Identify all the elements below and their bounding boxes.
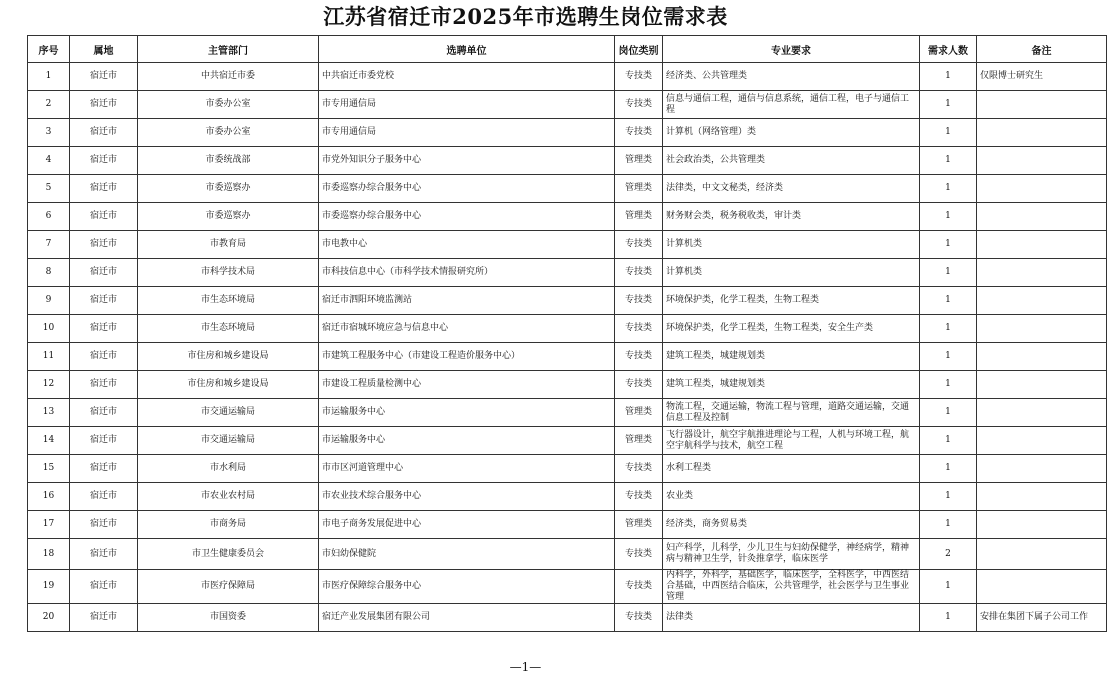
cell-category: 专技类: [615, 539, 663, 570]
cell-category: 专技类: [615, 315, 663, 343]
cell-dept: 市商务局: [138, 511, 319, 539]
cell-note: [977, 315, 1107, 343]
cell-area: 宿迁市: [70, 539, 138, 570]
cell-area: 宿迁市: [70, 203, 138, 231]
cell-count: 2: [920, 539, 977, 570]
cell-area: 宿迁市: [70, 570, 138, 604]
cell-note: [977, 231, 1107, 259]
cell-category: 专技类: [615, 455, 663, 483]
cell-unit: 市运输服务中心: [319, 427, 615, 455]
cell-area: 宿迁市: [70, 259, 138, 287]
cell-note: [977, 91, 1107, 119]
header-category: 岗位类别: [615, 36, 663, 63]
cell-no: 6: [28, 203, 70, 231]
cell-count: 1: [920, 343, 977, 371]
cell-count: 1: [920, 231, 977, 259]
cell-note: [977, 570, 1107, 604]
cell-no: 17: [28, 511, 70, 539]
cell-count: 1: [920, 175, 977, 203]
cell-category: 专技类: [615, 604, 663, 632]
cell-count: 1: [920, 399, 977, 427]
cell-unit: 市委巡察办综合服务中心: [319, 203, 615, 231]
cell-unit: 市医疗保障综合服务中心: [319, 570, 615, 604]
cell-category: 专技类: [615, 63, 663, 91]
cell-count: 1: [920, 147, 977, 175]
cell-unit: 宿迁产业发展集团有限公司: [319, 604, 615, 632]
cell-count: 1: [920, 259, 977, 287]
cell-category: 管理类: [615, 511, 663, 539]
cell-unit: 市建筑工程服务中心（市建设工程造价服务中心）: [319, 343, 615, 371]
cell-area: 宿迁市: [70, 175, 138, 203]
cell-no: 14: [28, 427, 70, 455]
cell-category: 管理类: [615, 399, 663, 427]
cell-major: 经济类，商务贸易类: [663, 511, 920, 539]
cell-dept: 市科学技术局: [138, 259, 319, 287]
cell-category: 专技类: [615, 119, 663, 147]
page-number: —1—: [509, 660, 542, 674]
cell-unit: 市农业技术综合服务中心: [319, 483, 615, 511]
cell-note: [977, 203, 1107, 231]
header-area: 属地: [70, 36, 138, 63]
cell-area: 宿迁市: [70, 343, 138, 371]
table-row: [28, 315, 1107, 343]
cell-area: 宿迁市: [70, 119, 138, 147]
cell-category: 专技类: [615, 231, 663, 259]
table-row: [28, 570, 1107, 604]
table-row: [28, 455, 1107, 483]
cell-dept: 市卫生健康委员会: [138, 539, 319, 570]
cell-note: [977, 455, 1107, 483]
cell-no: 10: [28, 315, 70, 343]
cell-note: [977, 119, 1107, 147]
cell-unit: 宿迁市宿城环境应急与信息中心: [319, 315, 615, 343]
cell-area: 宿迁市: [70, 63, 138, 91]
cell-unit: 市电子商务发展促进中心: [319, 511, 615, 539]
cell-no: 11: [28, 343, 70, 371]
cell-dept: 市国资委: [138, 604, 319, 632]
cell-area: 宿迁市: [70, 511, 138, 539]
cell-unit: 市专用通信局: [319, 91, 615, 119]
cell-no: 13: [28, 399, 70, 427]
cell-count: 1: [920, 371, 977, 399]
table-row: [28, 119, 1107, 147]
header-no: 序号: [28, 36, 70, 63]
cell-no: 15: [28, 455, 70, 483]
cell-area: 宿迁市: [70, 399, 138, 427]
cell-major: 水利工程类: [663, 455, 920, 483]
header-unit: 选聘单位: [319, 36, 615, 63]
cell-area: 宿迁市: [70, 147, 138, 175]
cell-dept: 市医疗保障局: [138, 570, 319, 604]
cell-note: [977, 427, 1107, 455]
table-row: [28, 343, 1107, 371]
table-row: [28, 147, 1107, 175]
cell-category: 专技类: [615, 483, 663, 511]
header-count: 需求人数: [920, 36, 977, 63]
cell-major: 建筑工程类，城建规划类: [663, 343, 920, 371]
cell-count: 1: [920, 119, 977, 147]
cell-dept: 市交通运输局: [138, 427, 319, 455]
table-row: [28, 483, 1107, 511]
cell-note: [977, 539, 1107, 570]
table-header-row: [28, 36, 1107, 63]
cell-category: 专技类: [615, 570, 663, 604]
cell-major: 计算机类: [663, 259, 920, 287]
cell-no: 16: [28, 483, 70, 511]
cell-major: 计算机（网络管理）类: [663, 119, 920, 147]
cell-dept: 市住房和城乡建设局: [138, 371, 319, 399]
cell-area: 宿迁市: [70, 371, 138, 399]
cell-dept: 市委办公室: [138, 119, 319, 147]
cell-category: 专技类: [615, 343, 663, 371]
cell-area: 宿迁市: [70, 91, 138, 119]
cell-category: 管理类: [615, 175, 663, 203]
cell-major: 经济类、公共管理类: [663, 63, 920, 91]
table-row: [28, 63, 1107, 91]
cell-major: 妇产科学，儿科学，少儿卫生与妇幼保健学，神经病学，精神病与精神卫生学，针灸推拿学，临床医学: [663, 539, 920, 570]
table-body: [28, 63, 1107, 632]
cell-count: 1: [920, 315, 977, 343]
cell-major: 物流工程，交通运输，物流工程与管理，道路交通运输，交通信息工程及控制: [663, 399, 920, 427]
positions-table: [27, 35, 1107, 632]
cell-no: 18: [28, 539, 70, 570]
cell-count: 1: [920, 91, 977, 119]
cell-unit: 市委巡察办综合服务中心: [319, 175, 615, 203]
cell-count: 1: [920, 203, 977, 231]
cell-area: 宿迁市: [70, 287, 138, 315]
header-major: 专业要求: [663, 36, 920, 63]
cell-major: 飞行器设计，航空宇航推进理论与工程，人机与环境工程，航空宇航科学与技术，航空工程: [663, 427, 920, 455]
cell-note: [977, 399, 1107, 427]
cell-note: [977, 175, 1107, 203]
cell-category: 专技类: [615, 371, 663, 399]
cell-dept: 市水利局: [138, 455, 319, 483]
table-row: [28, 231, 1107, 259]
cell-note: [977, 483, 1107, 511]
cell-unit: 市建设工程质量检测中心: [319, 371, 615, 399]
cell-major: 环境保护类，化学工程类，生物工程类: [663, 287, 920, 315]
cell-unit: 市科技信息中心（市科学技术情报研究所）: [319, 259, 615, 287]
cell-note: [977, 147, 1107, 175]
cell-category: 管理类: [615, 427, 663, 455]
cell-count: 1: [920, 287, 977, 315]
cell-no: 5: [28, 175, 70, 203]
cell-no: 2: [28, 91, 70, 119]
cell-dept: 市生态环境局: [138, 315, 319, 343]
cell-unit: 中共宿迁市委党校: [319, 63, 615, 91]
cell-dept: 市委统战部: [138, 147, 319, 175]
cell-no: 3: [28, 119, 70, 147]
cell-note: [977, 371, 1107, 399]
cell-no: 20: [28, 604, 70, 632]
cell-count: 1: [920, 570, 977, 604]
cell-count: 1: [920, 483, 977, 511]
table-row: [28, 175, 1107, 203]
cell-major: 社会政治类，公共管理类: [663, 147, 920, 175]
table-row: [28, 399, 1107, 427]
cell-category: 专技类: [615, 259, 663, 287]
cell-dept: 市住房和城乡建设局: [138, 343, 319, 371]
cell-count: 1: [920, 427, 977, 455]
cell-major: 环境保护类，化学工程类，生物工程类，安全生产类: [663, 315, 920, 343]
cell-dept: 市委办公室: [138, 91, 319, 119]
cell-area: 宿迁市: [70, 231, 138, 259]
cell-dept: 中共宿迁市委: [138, 63, 319, 91]
cell-count: 1: [920, 63, 977, 91]
cell-major: 法律类，中文文秘类，经济类: [663, 175, 920, 203]
cell-no: 7: [28, 231, 70, 259]
cell-dept: 市委巡察办: [138, 203, 319, 231]
cell-area: 宿迁市: [70, 483, 138, 511]
cell-area: 宿迁市: [70, 427, 138, 455]
table-row: [28, 539, 1107, 570]
cell-dept: 市交通运输局: [138, 399, 319, 427]
cell-major: 内科学，外科学，基础医学，临床医学，全科医学，中西医结合基础，中西医结合临床，公共管理学，社会医学与卫生事业管理: [663, 570, 920, 604]
cell-unit: 市党外知识分子服务中心: [319, 147, 615, 175]
header-note: 备注: [977, 36, 1107, 63]
header-dept: 主管部门: [138, 36, 319, 63]
cell-note: [977, 287, 1107, 315]
cell-major: 计算机类: [663, 231, 920, 259]
cell-note: 仅限博士研究生: [977, 63, 1107, 91]
cell-dept: 市生态环境局: [138, 287, 319, 315]
cell-unit: 市市区河道管理中心: [319, 455, 615, 483]
cell-major: 建筑工程类，城建规划类: [663, 371, 920, 399]
cell-note: [977, 259, 1107, 287]
cell-unit: 市运输服务中心: [319, 399, 615, 427]
cell-category: 专技类: [615, 91, 663, 119]
table-row: [28, 203, 1107, 231]
cell-category: 管理类: [615, 147, 663, 175]
cell-major: 信息与通信工程，通信与信息系统，通信工程，电子与通信工程: [663, 91, 920, 119]
cell-unit: 市专用通信局: [319, 119, 615, 147]
page-title: 江苏省宿迁市2025年市选聘生岗位需求表: [323, 4, 728, 29]
cell-no: 8: [28, 259, 70, 287]
table-row: [28, 287, 1107, 315]
cell-dept: 市委巡察办: [138, 175, 319, 203]
cell-note: [977, 511, 1107, 539]
cell-dept: 市农业农村局: [138, 483, 319, 511]
cell-unit: 宿迁市泗阳环境监测站: [319, 287, 615, 315]
cell-unit: 市妇幼保健院: [319, 539, 615, 570]
cell-count: 1: [920, 604, 977, 632]
table-row: [28, 427, 1107, 455]
table-row: [28, 371, 1107, 399]
cell-count: 1: [920, 455, 977, 483]
cell-area: 宿迁市: [70, 604, 138, 632]
cell-count: 1: [920, 511, 977, 539]
cell-no: 12: [28, 371, 70, 399]
cell-category: 管理类: [615, 203, 663, 231]
cell-area: 宿迁市: [70, 455, 138, 483]
cell-major: 法律类: [663, 604, 920, 632]
cell-no: 19: [28, 570, 70, 604]
cell-major: 财务财会类，税务税收类，审计类: [663, 203, 920, 231]
cell-category: 专技类: [615, 287, 663, 315]
table-row: [28, 91, 1107, 119]
table-row: [28, 259, 1107, 287]
cell-dept: 市教育局: [138, 231, 319, 259]
cell-no: 9: [28, 287, 70, 315]
cell-note: 安排在集团下属子公司工作: [977, 604, 1107, 632]
cell-major: 农业类: [663, 483, 920, 511]
table-row: [28, 511, 1107, 539]
cell-area: 宿迁市: [70, 315, 138, 343]
table-row: [28, 604, 1107, 632]
cell-note: [977, 343, 1107, 371]
cell-no: 1: [28, 63, 70, 91]
cell-no: 4: [28, 147, 70, 175]
cell-unit: 市电教中心: [319, 231, 615, 259]
